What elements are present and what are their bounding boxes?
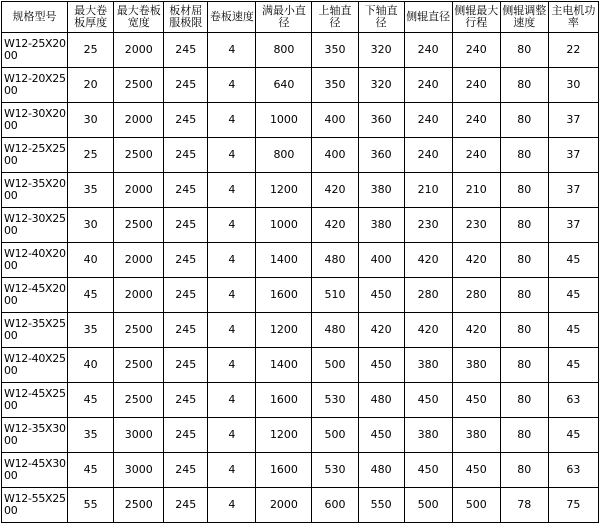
table-cell: 2500 xyxy=(114,383,164,418)
table-cell: 450 xyxy=(452,383,500,418)
table-cell: 4 xyxy=(208,243,256,278)
table-cell: 4 xyxy=(208,348,256,383)
table-row xyxy=(2,103,599,138)
table-cell: 230 xyxy=(452,208,500,243)
table-cell: 800 xyxy=(256,138,312,173)
table-cell: 30 xyxy=(68,103,114,138)
table-cell: 40 xyxy=(68,348,114,383)
table-cell: 530 xyxy=(312,383,358,418)
table-cell: 4 xyxy=(208,383,256,418)
cell-model: W12-45X3000 xyxy=(2,453,68,488)
table-cell: 420 xyxy=(404,313,452,348)
column-header-model: 规格型号 xyxy=(2,2,68,33)
cell-model: W12-40X2500 xyxy=(2,348,68,383)
table-cell: 35 xyxy=(68,313,114,348)
table-cell: 1000 xyxy=(256,103,312,138)
table-cell: 380 xyxy=(452,348,500,383)
table-cell: 63 xyxy=(548,383,598,418)
table-cell: 35 xyxy=(68,173,114,208)
table-cell: 245 xyxy=(164,488,208,523)
table-cell: 45 xyxy=(548,418,598,453)
table-cell: 320 xyxy=(358,33,404,68)
cell-model: W12-45X2500 xyxy=(2,383,68,418)
table-cell: 2500 xyxy=(114,138,164,173)
table-cell: 640 xyxy=(256,68,312,103)
table-cell: 360 xyxy=(358,103,404,138)
table-cell: 80 xyxy=(500,33,548,68)
table-cell: 80 xyxy=(500,453,548,488)
column-header-side-roll-diameter: 侧辊直径 xyxy=(404,2,452,33)
table-cell: 2500 xyxy=(114,488,164,523)
table-cell: 530 xyxy=(312,453,358,488)
table-cell: 240 xyxy=(404,138,452,173)
cell-model: W12-25X2000 xyxy=(2,33,68,68)
table-cell: 480 xyxy=(312,243,358,278)
table-cell: 2000 xyxy=(114,103,164,138)
table-cell: 450 xyxy=(358,348,404,383)
table-cell: 2500 xyxy=(114,68,164,103)
table-cell: 1600 xyxy=(256,383,312,418)
table-cell: 2000 xyxy=(114,173,164,208)
table-cell: 78 xyxy=(500,488,548,523)
cell-model: W12-35X2000 xyxy=(2,173,68,208)
table-cell: 245 xyxy=(164,68,208,103)
table-cell: 4 xyxy=(208,453,256,488)
cell-model: W12-40X2000 xyxy=(2,243,68,278)
table-cell: 25 xyxy=(68,33,114,68)
table-cell: 80 xyxy=(500,383,548,418)
table-cell: 800 xyxy=(256,33,312,68)
table-cell: 450 xyxy=(404,453,452,488)
table-cell: 450 xyxy=(452,453,500,488)
table-row xyxy=(2,68,599,103)
table-cell: 245 xyxy=(164,453,208,488)
table-cell: 500 xyxy=(312,348,358,383)
specification-table xyxy=(1,1,599,523)
table-cell: 2000 xyxy=(114,243,164,278)
table-cell: 35 xyxy=(68,418,114,453)
table-cell: 45 xyxy=(548,243,598,278)
table-cell: 25 xyxy=(68,138,114,173)
table-cell: 1600 xyxy=(256,453,312,488)
table-cell: 240 xyxy=(452,68,500,103)
table-cell: 420 xyxy=(452,313,500,348)
table-cell: 550 xyxy=(358,488,404,523)
table-cell: 480 xyxy=(312,313,358,348)
table-cell: 2000 xyxy=(256,488,312,523)
table-cell: 360 xyxy=(358,138,404,173)
table-cell: 30 xyxy=(68,208,114,243)
table-cell: 4 xyxy=(208,33,256,68)
table-cell: 1200 xyxy=(256,313,312,348)
table-row xyxy=(2,173,599,208)
table-cell: 400 xyxy=(312,138,358,173)
table-row xyxy=(2,453,599,488)
table-cell: 4 xyxy=(208,418,256,453)
table-cell: 45 xyxy=(68,278,114,313)
table-cell: 80 xyxy=(500,313,548,348)
table-cell: 380 xyxy=(404,348,452,383)
table-cell: 2500 xyxy=(114,313,164,348)
table-cell: 2500 xyxy=(114,208,164,243)
table-cell: 80 xyxy=(500,348,548,383)
table-cell: 400 xyxy=(358,243,404,278)
cell-model: W12-45X2000 xyxy=(2,278,68,313)
table-cell: 420 xyxy=(404,243,452,278)
table-cell: 1400 xyxy=(256,348,312,383)
table-cell: 450 xyxy=(358,278,404,313)
table-cell: 45 xyxy=(68,383,114,418)
table-cell: 37 xyxy=(548,103,598,138)
table-cell: 45 xyxy=(548,278,598,313)
table-cell: 80 xyxy=(500,418,548,453)
table-cell: 4 xyxy=(208,488,256,523)
table-cell: 80 xyxy=(500,243,548,278)
column-header-lower-roll-diameter: 下轴直径 xyxy=(358,2,404,33)
table-cell: 320 xyxy=(358,68,404,103)
table-cell: 245 xyxy=(164,418,208,453)
cell-model: W12-30X2500 xyxy=(2,208,68,243)
table-cell: 230 xyxy=(404,208,452,243)
table-cell: 450 xyxy=(404,383,452,418)
table-cell: 2500 xyxy=(114,348,164,383)
table-cell: 40 xyxy=(68,243,114,278)
table-cell: 350 xyxy=(312,68,358,103)
table-cell: 4 xyxy=(208,138,256,173)
column-header-yield-limit: 板材屈服极限 xyxy=(164,2,208,33)
table-cell: 37 xyxy=(548,173,598,208)
table-cell: 1200 xyxy=(256,173,312,208)
table-cell: 400 xyxy=(312,103,358,138)
column-header-min-diameter: 满最小直径 xyxy=(256,2,312,33)
table-cell: 480 xyxy=(358,453,404,488)
table-cell: 37 xyxy=(548,208,598,243)
table-cell: 2000 xyxy=(114,33,164,68)
table-cell: 4 xyxy=(208,278,256,313)
table-cell: 245 xyxy=(164,278,208,313)
table-cell: 80 xyxy=(500,68,548,103)
cell-model: W12-25X2500 xyxy=(2,138,68,173)
table-cell: 2000 xyxy=(114,278,164,313)
table-cell: 210 xyxy=(404,173,452,208)
table-cell: 55 xyxy=(68,488,114,523)
table-cell: 380 xyxy=(452,418,500,453)
cell-model: W12-35X3000 xyxy=(2,418,68,453)
column-header-max-plate-thickness: 最大卷板厚度 xyxy=(68,2,114,33)
table-cell: 75 xyxy=(548,488,598,523)
table-row xyxy=(2,138,599,173)
table-row xyxy=(2,208,599,243)
table-cell: 45 xyxy=(548,348,598,383)
table-row xyxy=(2,313,599,348)
table-cell: 420 xyxy=(312,173,358,208)
table-row xyxy=(2,243,599,278)
table-cell: 245 xyxy=(164,208,208,243)
table-cell: 380 xyxy=(358,208,404,243)
table-row xyxy=(2,278,599,313)
table-cell: 600 xyxy=(312,488,358,523)
table-cell: 380 xyxy=(404,418,452,453)
table-cell: 380 xyxy=(358,173,404,208)
table-cell: 245 xyxy=(164,33,208,68)
table-cell: 245 xyxy=(164,103,208,138)
table-cell: 280 xyxy=(404,278,452,313)
table-cell: 22 xyxy=(548,33,598,68)
column-header-side-roll-max-stroke: 侧辊最大行程 xyxy=(452,2,500,33)
table-cell: 245 xyxy=(164,348,208,383)
table-cell: 45 xyxy=(548,313,598,348)
table-row xyxy=(2,33,599,68)
column-header-side-roll-adjust-speed: 侧辊调整速度 xyxy=(500,2,548,33)
table-cell: 37 xyxy=(548,138,598,173)
table-cell: 280 xyxy=(452,278,500,313)
table-cell: 500 xyxy=(452,488,500,523)
table-cell: 1000 xyxy=(256,208,312,243)
table-cell: 4 xyxy=(208,208,256,243)
table-cell: 245 xyxy=(164,313,208,348)
table-cell: 245 xyxy=(164,383,208,418)
table-header-row xyxy=(2,2,599,33)
table-cell: 420 xyxy=(312,208,358,243)
table-cell: 20 xyxy=(68,68,114,103)
table-cell: 4 xyxy=(208,173,256,208)
table-cell: 420 xyxy=(452,243,500,278)
table-cell: 63 xyxy=(548,453,598,488)
table-cell: 4 xyxy=(208,68,256,103)
cell-model: W12-35X2500 xyxy=(2,313,68,348)
table-cell: 45 xyxy=(68,453,114,488)
table-cell: 80 xyxy=(500,138,548,173)
table-cell: 4 xyxy=(208,313,256,348)
table-cell: 480 xyxy=(358,383,404,418)
column-header-main-motor-power: 主电机功率 xyxy=(548,2,598,33)
table-cell: 30 xyxy=(548,68,598,103)
table-cell: 4 xyxy=(208,103,256,138)
column-header-upper-roll-diameter: 上轴直径 xyxy=(312,2,358,33)
table-cell: 1200 xyxy=(256,418,312,453)
table-body xyxy=(2,33,599,523)
column-header-max-plate-width: 最大卷板宽度 xyxy=(114,2,164,33)
table-cell: 1600 xyxy=(256,278,312,313)
table-cell: 240 xyxy=(452,138,500,173)
table-cell: 245 xyxy=(164,243,208,278)
table-cell: 350 xyxy=(312,33,358,68)
table-cell: 500 xyxy=(312,418,358,453)
table-cell: 3000 xyxy=(114,418,164,453)
table-cell: 450 xyxy=(358,418,404,453)
table-cell: 80 xyxy=(500,278,548,313)
cell-model: W12-55X2500 xyxy=(2,488,68,523)
table-cell: 80 xyxy=(500,208,548,243)
table-cell: 245 xyxy=(164,173,208,208)
cell-model: W12-30X2000 xyxy=(2,103,68,138)
table-row xyxy=(2,488,599,523)
table-cell: 210 xyxy=(452,173,500,208)
table-cell: 240 xyxy=(404,68,452,103)
table-cell: 500 xyxy=(404,488,452,523)
table-row xyxy=(2,348,599,383)
table-header xyxy=(2,2,599,33)
table-row xyxy=(2,418,599,453)
table-cell: 80 xyxy=(500,173,548,208)
cell-model: W12-20X2500 xyxy=(2,68,68,103)
table-cell: 80 xyxy=(500,103,548,138)
table-cell: 3000 xyxy=(114,453,164,488)
table-row xyxy=(2,383,599,418)
table-cell: 420 xyxy=(358,313,404,348)
table-cell: 240 xyxy=(404,33,452,68)
table-cell: 245 xyxy=(164,138,208,173)
table-cell: 1400 xyxy=(256,243,312,278)
table-cell: 240 xyxy=(452,33,500,68)
table-cell: 240 xyxy=(452,103,500,138)
table-cell: 240 xyxy=(404,103,452,138)
table-cell: 510 xyxy=(312,278,358,313)
column-header-rolling-speed: 卷板速度 xyxy=(208,2,256,33)
